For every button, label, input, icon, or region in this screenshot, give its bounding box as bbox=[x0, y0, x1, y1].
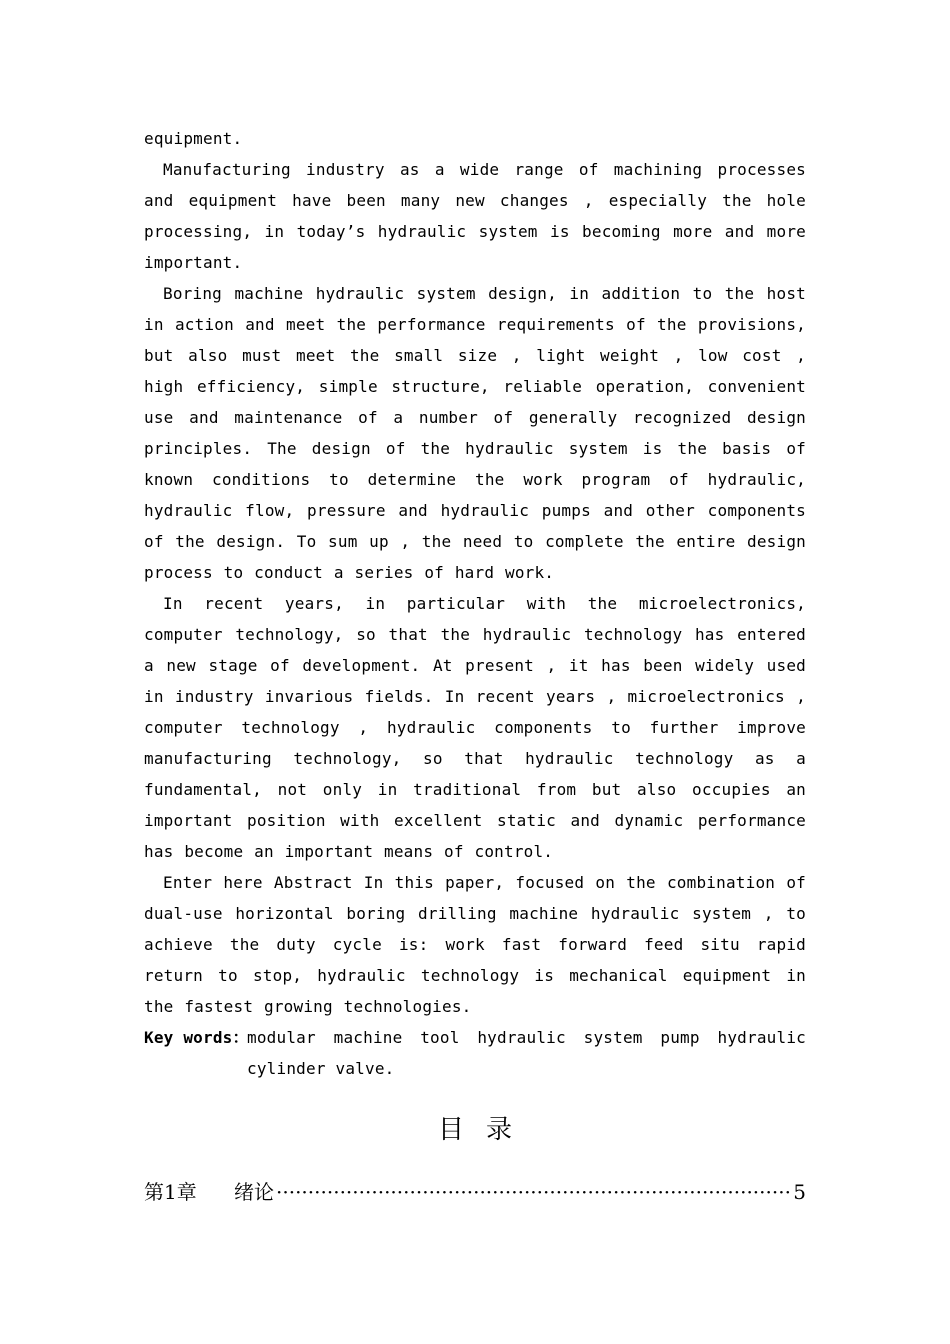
abstract-paragraph-manufacturing: Manufacturing industry as a wide range of machining processes and equipment have been many new changes , especially the hole processing, in today’s hydraulic system is becoming more and more important. bbox=[144, 160, 806, 272]
abstract-body bbox=[144, 123, 806, 1084]
toc-entry-page: 5 bbox=[793, 1180, 806, 1204]
abstract-paragraph-summary: Enter here Abstract In this paper, focused on the combination of dual-use horizontal boring drilling machine hydraulic system , to achieve the duty cycle is: work fast forward feed situ rapid return to stop, hydraulic technology is mechanical equipment in the fastest growing technologies. bbox=[144, 873, 806, 1016]
keywords-line-2: cylinder valve. bbox=[247, 1059, 395, 1078]
keywords-block bbox=[144, 1022, 806, 1084]
keywords-label: Key words： bbox=[144, 1028, 249, 1047]
toc-entry-number: 第1章 bbox=[144, 1180, 197, 1204]
toc-entry-name: 绪论 bbox=[234, 1180, 274, 1204]
abstract-paragraph-continuation: equipment. bbox=[144, 129, 243, 148]
abstract-paragraph-recent-years: In recent years, in particular with the microelectronics, computer technology, so that the hydraulic technology has entered a new stage of development. At present , it has been widely used in industry invarious fields. In recent years , microelectronics , computer technology , hydraulic components to further improve manufacturing technology, so that hydraulic technology as a fundamental, not only in traditional from but also occupies an important position with excellent static and dynamic performance has become an important means of control. bbox=[144, 594, 806, 861]
keywords-line-1: modular machine tool hydraulic system pump hydraulic bbox=[247, 1028, 806, 1047]
toc-entry[interactable] bbox=[144, 1176, 806, 1208]
toc-title: 目录 bbox=[437, 1115, 534, 1145]
abstract-paragraph-design: Boring machine hydraulic system design, in addition to the host in action and meet the performance requirements of the provisions, but also must meet the small size , light weight , low cost , high efficiency, simple structure, reliable operation, convenient use and maintenance of a number of generally recognized design principles. The design of the hydraulic system is the basis of known conditions to determine the work program of hydraulic, hydraulic flow, pressure and hydraulic pumps and other components of the design. To sum up , the need to complete the entire design process to conduct a series of hard work. bbox=[144, 284, 806, 582]
toc-dot-leader bbox=[276, 1176, 791, 1208]
